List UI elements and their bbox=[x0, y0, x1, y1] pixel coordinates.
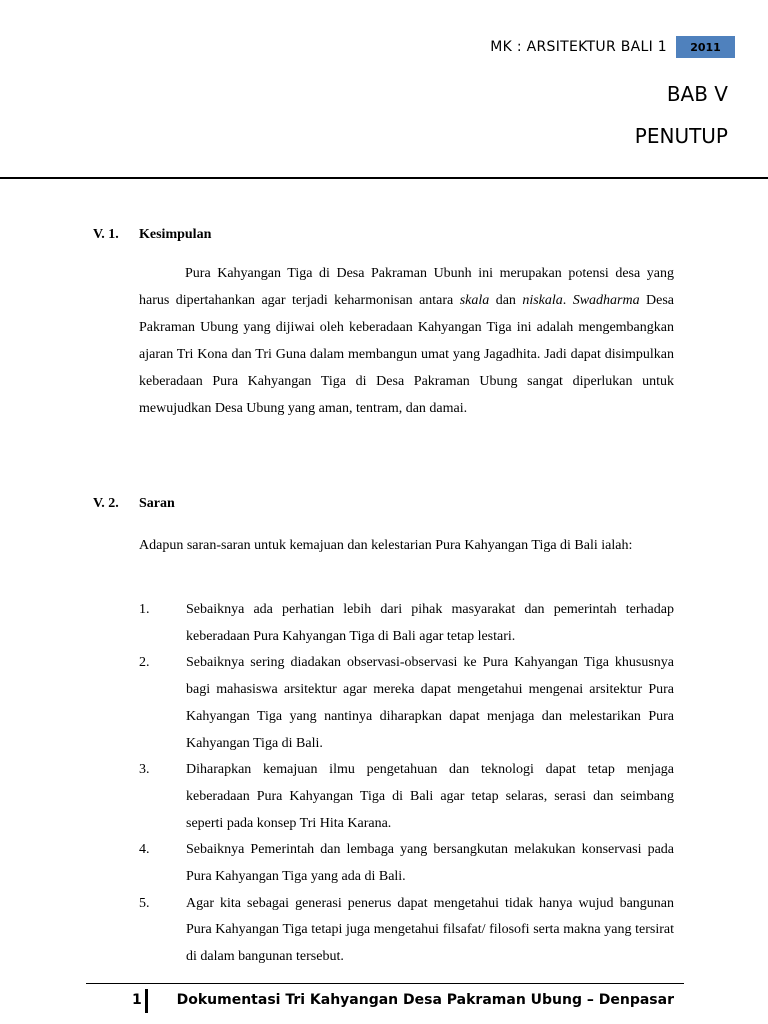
list-item-number: 3. bbox=[139, 762, 150, 778]
suggestion-list bbox=[139, 597, 674, 971]
list-item-number: 1. bbox=[139, 602, 150, 617]
section-number: V. 2. bbox=[93, 496, 119, 511]
list-item bbox=[139, 757, 674, 837]
section-title: Kesimpulan bbox=[139, 227, 212, 242]
list-item-number: 2. bbox=[139, 655, 150, 671]
term-swadharma: Swadharma bbox=[572, 293, 640, 308]
list-item-text: Sebaiknya ada perhatian lebih dari pihak masyarakat dan pemerintah terhadap keberadaan Pura Kahyangan Tiga di Bali agar tetap lestari. bbox=[186, 602, 674, 644]
list-item bbox=[139, 597, 674, 650]
footer-title: Dokumentasi Tri Kahyangan Desa Pakraman Ubung – Denpasar bbox=[176, 992, 674, 1008]
list-item-number: 4. bbox=[139, 842, 150, 858]
list-item-text: Diharapkan kemajuan ilmu pengetahuan dan teknologi dapat tetap menjaga keberadaan Pura Kahyangan Tiga di Bali agar tetap selaras, serasi dan seimbang seperti pada konsep Tri Hita Karana. bbox=[186, 762, 674, 831]
list-item bbox=[139, 650, 674, 757]
section-number: V. 1. bbox=[93, 227, 119, 242]
page-header bbox=[490, 36, 735, 58]
list-item bbox=[139, 837, 674, 890]
section-heading-saran bbox=[93, 496, 175, 512]
suggestion-intro: Adapun saran-saran untuk kemajuan dan kelestarian Pura Kahyangan Tiga di Bali ialah: bbox=[139, 538, 633, 553]
section-heading-kesimpulan bbox=[93, 227, 211, 243]
page-number: 1 bbox=[132, 992, 142, 1008]
list-item-text: Sebaiknya sering diadakan observasi-observasi ke Pura Kahyangan Tiga khususnya bagi mahasiswa arsitektur agar mereka dapat mengetahui mengenai arsitektur Pura Kahyangan Tiga yang nantinya diharapkan dapat menjaga dan melestarikan Pura Kahyangan Tiga di Bali. bbox=[186, 655, 674, 751]
list-item-text: Sebaiknya Pemerintah dan lembaga yang bersangkutan melakukan konservasi pada Pura Kahyangan Tiga yang ada di Bali. bbox=[186, 842, 674, 885]
conclusion-paragraph: Pura Kahyangan Tiga di Desa Pakraman Ubunh ini merupakan potensi desa yang harus dipertahankan agar terjadi keharmonisan antara skala dan niskala. Swadharma Desa Pakraman Ubung yang dijiwai oleh keberadaan Kahyangan Tiga ini adalah mengembangkan ajaran Tri Kona dan Tri Guna dalam membangun umat yang Jagadhita. Jadi dapat disimpulkan keberadaan Pura Kahyangan Tiga di Desa Pakraman Ubung sangat diperlukan untuk mewujudkan Desa Ubung yang aman, tentram, dan damai. bbox=[139, 266, 675, 416]
page-footer bbox=[0, 989, 768, 1015]
list-item-text: Agar kita sebagai generasi penerus dapat mengetahui tidak hanya wujud bangunan Pura Kahyangan Tiga tetapi juga mengetahui filsafat/ filosofi serta makna yang tersirat di dalam bangunan tersebut. bbox=[186, 895, 674, 965]
list-item bbox=[139, 891, 674, 971]
footer-divider bbox=[86, 983, 684, 984]
chapter-title: PENUTUP bbox=[634, 124, 728, 148]
term-skala: skala bbox=[459, 293, 490, 308]
list-item-number: 5. bbox=[139, 895, 150, 911]
year-badge: 2011 bbox=[676, 36, 735, 58]
header-divider bbox=[0, 177, 768, 179]
footer-bar bbox=[145, 989, 148, 1013]
course-label: MK : ARSITEKTUR BALI 1 bbox=[490, 39, 667, 55]
chapter-number: BAB V bbox=[666, 82, 728, 106]
term-niskala: niskala bbox=[522, 293, 563, 308]
section-title: Saran bbox=[139, 496, 175, 511]
